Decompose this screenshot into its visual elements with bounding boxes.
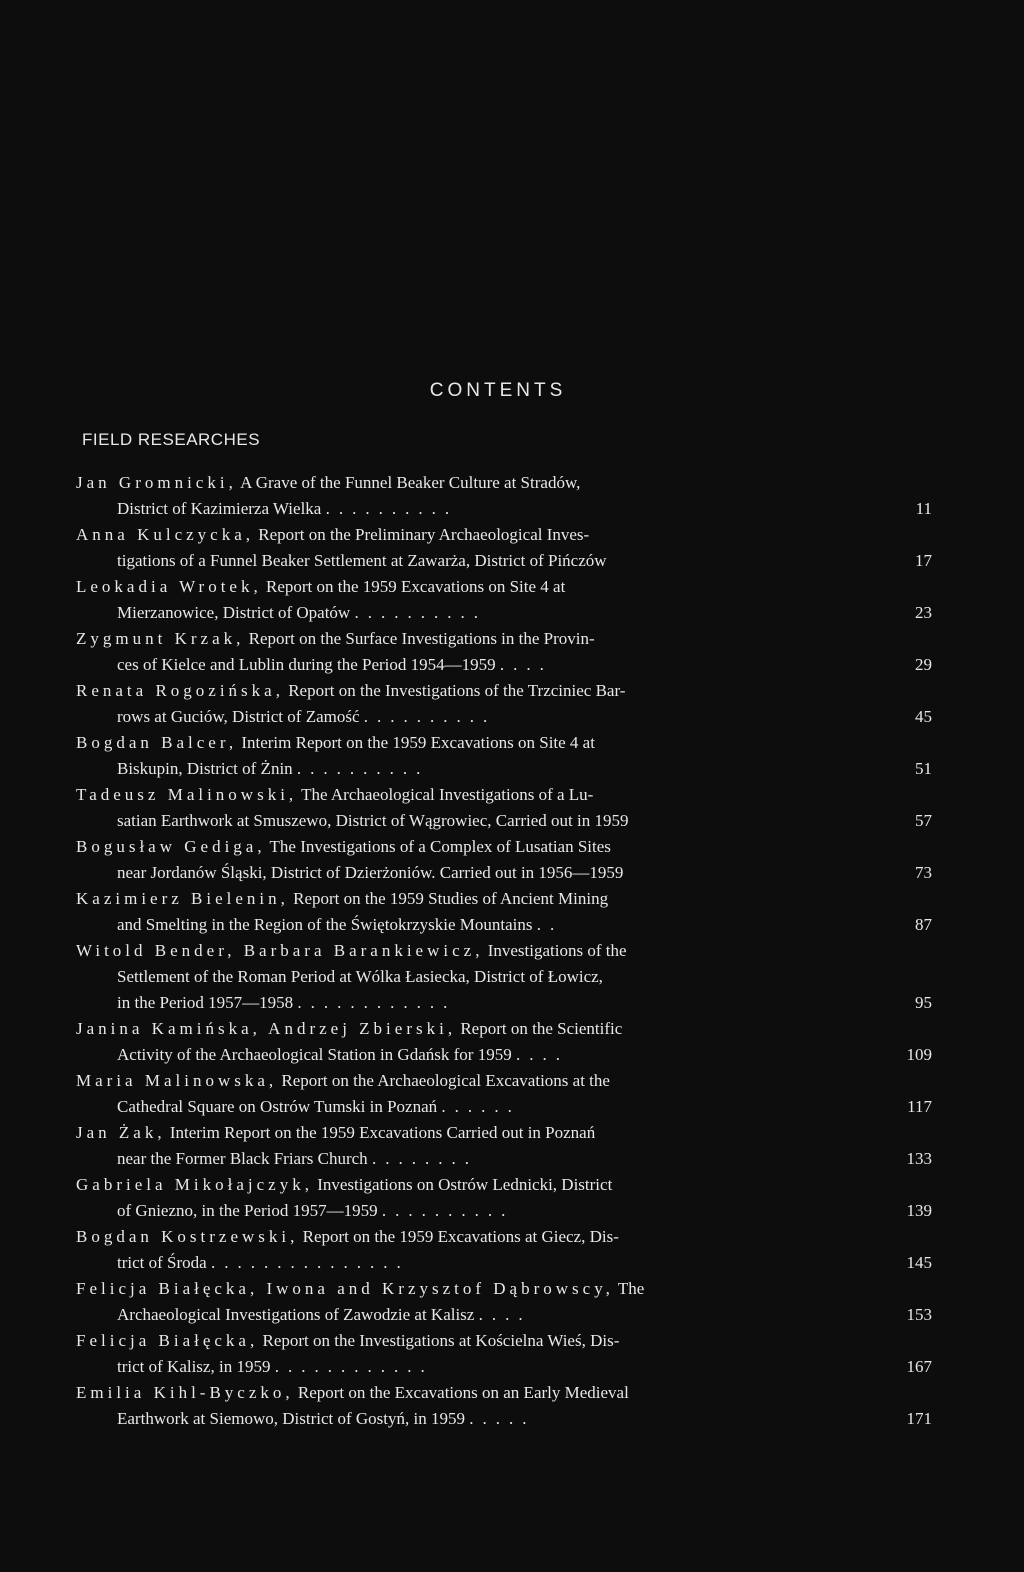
entry-title-line: Mierzanowice, District of Opatów [117,603,351,622]
toc-entry [0,1380,1024,1432]
entry-title-line: District of Kazimierza Wielka [117,499,322,518]
toc-entry [0,1172,1024,1224]
entry-title-line: tigations of a Funnel Beaker Settlement at Zawarża, District of Pińczów [117,551,607,570]
entry-title-line: Report on the Surface Investigations in the Provin- [248,629,595,648]
entry-title-line: Report on the Preliminary Archaeological Inves- [258,525,590,544]
leader-dots: .......... [363,707,497,726]
entry-title-line: Report on the Investigations of the Trzciniec Bar- [288,681,626,700]
leader-dots: .... [515,1045,569,1064]
entry-title-line: The Investigations of a Complex of Lusatian Sites [269,837,611,856]
entry-title-line: rows at Guciów, District of Zamość [117,707,360,726]
page-number: 73 [915,863,932,882]
entry-title-line: Report on the Investigations at Kościelna Wieś, Dis- [262,1331,620,1350]
entry-author: Leokadia Wrotek, [76,577,262,596]
entry-title-line: Report on the 1959 Studies of Ancient Mining [293,889,609,908]
page-number: 17 [915,551,932,570]
entry-title-line: The Archaeological Investigations of a Lu- [301,785,594,804]
entry-title-line: Activity of the Archaeological Station in Gdańsk for 1959 [117,1045,512,1064]
page-number: 171 [906,1409,932,1428]
toc-entry [0,574,1024,626]
entry-author: Janina Kamińska, Andrzej Zbierski, [76,1019,457,1038]
leader-dots: ............ [297,993,457,1012]
entry-author: Maria Malinowska, [76,1071,278,1090]
entry-author: Emilia Kihl-Byczko, [76,1383,294,1402]
leader-dots: ........ [371,1149,478,1168]
toc-entry [0,1276,1024,1328]
page-number: 51 [915,759,932,778]
page-number: 133 [906,1149,932,1168]
entry-title-line: Report on the 1959 Excavations at Giecz, Dis- [302,1227,619,1246]
page-number: 45 [915,707,932,726]
toc-entry [0,522,1024,574]
toc-entry [0,834,1024,886]
leader-dots: .... [478,1305,532,1324]
entry-title-line: Report on the Scientific [460,1019,623,1038]
leader-dots: .. [536,915,564,934]
entry-author: Jan Gromnicki, [76,473,237,492]
page-number: 23 [915,603,932,622]
toc-entry [0,1016,1024,1068]
leader-dots: .......... [354,603,487,622]
toc-entry [0,678,1024,730]
toc-entry [0,1224,1024,1276]
entry-title-line: ces of Kielce and Lublin during the Period 1954—1959 [117,655,496,674]
entry-title-line: Settlement of the Roman Period at Wólka Łasiecka, District of Łowicz, [117,967,603,986]
entry-author: Renata Rogozińska, [76,681,284,700]
entry-author: Bogusław Gediga, [76,837,266,856]
toc-entry [0,1120,1024,1172]
toc-entry [0,1328,1024,1380]
entry-title-line: Biskupin, District of Żnin [117,759,293,778]
entry-author: Tadeusz Malinowski, [76,785,298,804]
entry-title-line: Report on the Excavations on an Early Medieval [297,1383,629,1402]
page-number: 11 [915,499,932,518]
entry-title-line: Report on the Archaeological Excavations at the [281,1071,610,1090]
toc-entry [0,1068,1024,1120]
leader-dots: .......... [381,1201,515,1220]
entry-title-line: trict of Środa [117,1253,207,1272]
page-number: 109 [906,1045,932,1064]
entry-title-line: Interim Report on the 1959 Excavations on Site 4 at [241,733,595,752]
toc-entry [0,470,1024,522]
entry-title-line: near the Former Black Friars Church [117,1149,368,1168]
table-of-contents [0,470,1024,1432]
leader-dots: .... [499,655,553,674]
entry-title-line: Report on the 1959 Excavations on Site 4 at [265,577,566,596]
entry-title-line: Archaeological Investigations of Zawodzie at Kalisz [117,1305,475,1324]
page-number: 29 [915,655,932,674]
page-number: 87 [915,915,932,934]
entry-title-line: Interim Report on the 1959 Excavations Carried out in Poznań [169,1123,596,1142]
toc-entry [0,626,1024,678]
section-heading: FIELD RESEARCHES [82,430,261,449]
entry-author: Jan Żak, [76,1123,166,1142]
entry-author: Zygmunt Krzak, [76,629,245,648]
toc-entry [0,730,1024,782]
entry-author: Bogdan Kostrzewski, [76,1227,299,1246]
entry-title-line: near Jordanów Śląski, District of Dzierżoniów. Carried out in 1956—1959 [117,863,624,882]
toc-entry [0,782,1024,834]
page-number: 167 [906,1357,932,1376]
entry-title-line: Earthwork at Siemowo, District of Gostyń, in 1959 [117,1409,465,1428]
leader-dots: ...... [441,1097,521,1116]
page-number: 117 [907,1097,932,1116]
entry-title-line: Cathedral Square on Ostrów Tumski in Poznań [117,1097,438,1116]
leader-dots: .......... [325,499,459,518]
toc-entry [0,886,1024,938]
entry-author: Witold Bender, Barbara Barankiewicz, [76,941,484,960]
entry-author: Anna Kulczycka, [76,525,255,544]
page-number: 145 [906,1253,932,1272]
entry-author: Bogdan Balcer, [76,733,238,752]
page-number: 57 [915,811,932,830]
entry-title-line: Investigations on Ostrów Lednicki, District [317,1175,613,1194]
entry-author: Felicja Białęcka, Iwona and Krzysztof Dąbrowscy, [76,1279,614,1298]
entry-title-line: The [617,1279,645,1298]
page-number: 153 [906,1305,932,1324]
entry-title-line: Investigations of the [487,941,627,960]
entry-author: Gabriela Mikołajczyk, [76,1175,313,1194]
entry-title-line: of Gniezno, in the Period 1957—1959 [117,1201,378,1220]
leader-dots: .......... [296,759,430,778]
page-number: 95 [915,993,932,1012]
toc-entry [0,938,1024,1016]
entry-title-line: and Smelting in the Region of the Świętokrzyskie Mountains [117,915,533,934]
leader-dots: ............... [210,1253,410,1272]
entry-title-line: trict of Kalisz, in 1959 [117,1357,271,1376]
entry-title-line: A Grave of the Funnel Beaker Culture at Stradów, [240,473,581,492]
entry-title-line: in the Period 1957—1958 [117,993,294,1012]
leader-dots: ............ [274,1357,434,1376]
page-title: CONTENTS [429,380,567,401]
entry-title-line: satian Earthwork at Smuszewo, District of Wągrowiec, Carried out in 1959 [117,811,629,830]
page-number: 139 [906,1201,932,1220]
entry-author: Felicja Białęcka, [76,1331,259,1350]
leader-dots: ..... [469,1409,536,1428]
entry-author: Kazimierz Bielenin, [76,889,289,908]
